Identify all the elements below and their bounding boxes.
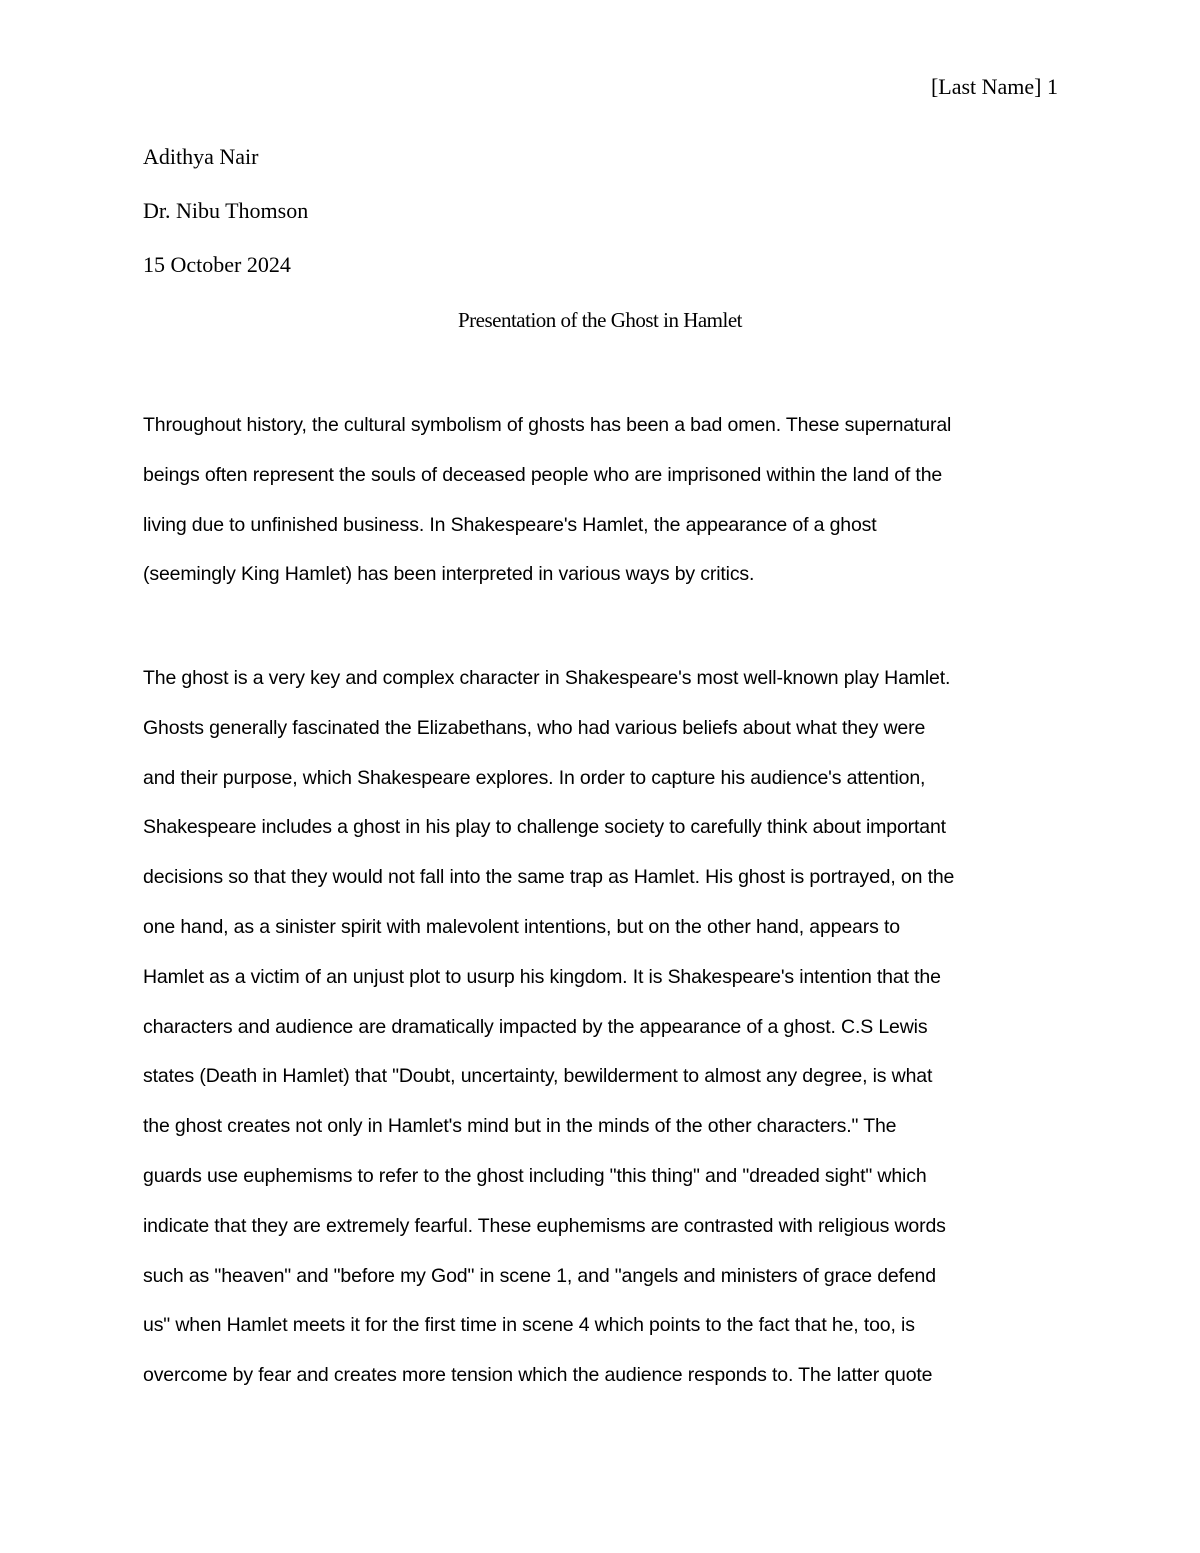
instructor-name: Dr. Nibu Thomson — [143, 198, 309, 223]
submission-date: 15 October 2024 — [143, 252, 291, 277]
paragraph-line: (seemingly King Hamlet) has been interpreted in various ways by critics. — [143, 563, 755, 586]
paragraph-line: characters and audience are dramatically impacted by the appearance of a ghost. C.S Lewis — [143, 1015, 928, 1038]
paragraph-line: overcome by fear and creates more tension which the audience responds to. The latter quote — [143, 1364, 933, 1387]
paragraph-line: The ghost is a very key and complex character in Shakespeare's most well-known play Hamlet. — [143, 667, 951, 689]
paragraph-line: Ghosts generally fascinated the Elizabethans, who had various beliefs about what they were — [143, 716, 926, 739]
essay-title: Presentation of the Ghost in Hamlet — [457, 308, 743, 332]
mla-heading — [143, 142, 308, 304]
paragraph-line: and their purpose, which Shakespeare explores. In order to capture his audience's attention, — [143, 766, 926, 789]
paragraph-line: beings often represent the souls of deceased people who are imprisoned within the land of the — [143, 463, 943, 486]
paragraph-line: decisions so that they would not fall into the same trap as Hamlet. His ghost is portrayed, on the — [143, 866, 955, 889]
paragraph-line: living due to unfinished business. In Shakespeare's Hamlet, the appearance of a ghost — [143, 513, 877, 536]
paragraph-line: guards use euphemisms to refer to the ghost including "this thing" and "dreaded sight" which — [143, 1164, 927, 1187]
paragraph-line: states (Death in Hamlet) that "Doubt, uncertainty, bewilderment to almost any degree, is what — [143, 1065, 933, 1088]
page-header: [Last Name] 1 — [930, 74, 1058, 99]
paragraph-line: one hand, as a sinister spirit with malevolent intentions, but on the other hand, appears to — [143, 915, 900, 938]
paragraph-line: us" when Hamlet meets it for the first time in scene 4 which points to the fact that he, too, is — [143, 1314, 915, 1337]
paragraph-1 — [143, 410, 1083, 609]
paragraph-line: the ghost creates not only in Hamlet's mind but in the minds of the other characters." The — [143, 1115, 897, 1138]
paragraph-2 — [143, 663, 1083, 1410]
author-name: Adithya Nair — [143, 144, 259, 169]
paragraph-line: such as "heaven" and "before my God" in scene 1, and "angels and ministers of grace defend — [143, 1264, 936, 1287]
paragraph-line: Throughout history, the cultural symbolism of ghosts has been a bad omen. These supernatural — [143, 414, 952, 436]
paragraph-line: Shakespeare includes a ghost in his play to challenge society to carefully think about important — [143, 816, 946, 839]
paragraph-line: indicate that they are extremely fearful. These euphemisms are contrasted with religious words — [143, 1214, 946, 1237]
paragraph-line: Hamlet as a victim of an unjust plot to usurp his kingdom. It is Shakespeare's intention that the — [143, 965, 941, 988]
